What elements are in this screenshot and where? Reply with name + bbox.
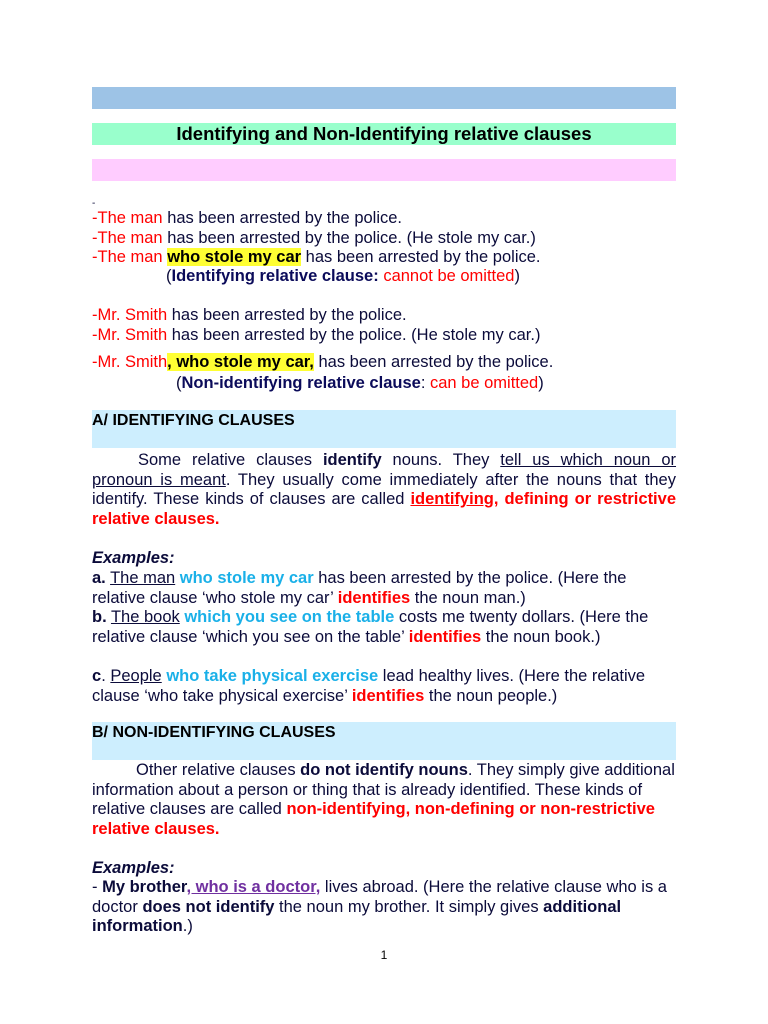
example1-note: (Identifying relative clause: cannot be omitted) (166, 267, 520, 285)
stray-dash: - (92, 198, 96, 209)
example1-line1: -The man has been arrested by the police. (92, 209, 403, 227)
example2-line2: -Mr. Smith has been arrested by the police. (He stole my car.) (92, 326, 541, 344)
section-a-example-a: a. The man who stole my car has been arrested by the police. (Here the relative clause ‘who stole my car’ identifies the noun man.) (92, 569, 627, 607)
page-number: 1 (380, 948, 388, 962)
section-b-example-1: - My brother, who is a doctor, lives abroad. (Here the relative clause who is a doctor does not identify the noun my brother. It simply gives additional information.) (92, 878, 667, 936)
example2-line1: -Mr. Smith has been arrested by the police. (92, 306, 407, 324)
example1-line2: -The man has been arrested by the police. (He stole my car.) (92, 229, 536, 247)
blue-band (92, 87, 676, 109)
section-a-example-c: c. People who take physical exercise lead healthy lives. (Here the relative clause ‘who take physical exercise’ identifies the noun people.) (92, 667, 646, 705)
section-b-examples-label: Examples: (92, 859, 175, 877)
section-b-paragraph: Other relative clauses do not identify nouns. They simply give additional information about a person or thing that is already identified. These kinds of relative clauses are called non-identifying, non-defining or non-restrictive relative clauses. (92, 761, 675, 838)
section-a-example-b: b. The book which you see on the table costs me twenty dollars. (Here the relative clause ‘which you see on the table’ identifies the noun book.) (92, 608, 649, 646)
example2-line3: -Mr. Smith, who stole my car, has been arrested by the police. (92, 353, 554, 371)
section-b-heading: B/ NON-IDENTIFYING CLAUSES (92, 722, 676, 760)
section-a-heading: A/ IDENTIFYING CLAUSES (92, 410, 676, 448)
section-a-paragraph: Some relative clauses identify nouns. They tell us which noun or pronoun is meant. They usually come immediately after the nouns that they identify. These kinds of clauses are called identifying, defining or restrictive relative clauses. (92, 451, 677, 528)
example2-note: (Non-identifying relative clause: can be omitted) (176, 374, 544, 392)
page-title: Identifying and Non-Identifying relative clauses (176, 123, 592, 144)
section-a-examples-label: Examples: (92, 549, 175, 567)
pink-band (92, 159, 676, 181)
example1-line3: -The man who stole my car has been arrested by the police. (92, 248, 541, 266)
